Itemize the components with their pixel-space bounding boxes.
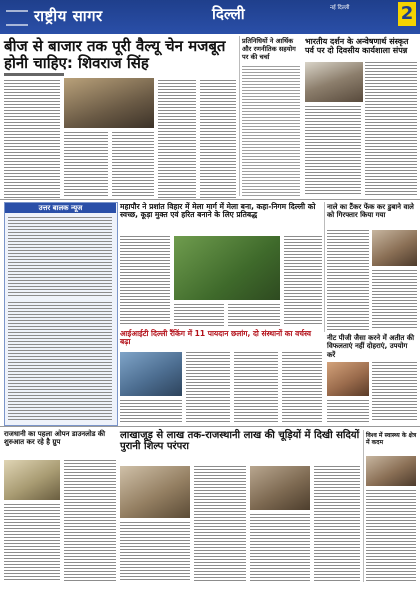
lead-body-col1 <box>4 80 60 198</box>
middle-body4 <box>284 236 322 326</box>
lead-headline: बीज से बाजार तक पूरी वैल्यू चेन मजबूत होनी चाहिए: शिवराज सिंह <box>4 37 226 72</box>
lower-left-photo <box>4 460 60 500</box>
right2-headline: नीट पीजी जैसा करने में अतीत की विफलताएं नहीं दोहराएं, उपयोग करें <box>327 334 415 359</box>
bottom-center-photo1 <box>120 466 190 518</box>
column-divider <box>239 36 240 196</box>
right-mid-photo <box>372 230 417 266</box>
lead-byline <box>4 73 64 76</box>
column-divider <box>324 202 325 332</box>
right2-body2 <box>327 400 369 422</box>
middle-body2 <box>174 304 224 326</box>
right-mid-headline: नाले का टैंकर फेंक कर डुबाने वाले को गिरफ्तार किया गया <box>327 203 414 220</box>
lead-body-col5 <box>200 80 236 198</box>
edition-line: नई दिल्ली <box>330 5 350 11</box>
center2-headline: आईआईटी दिल्ली रैंकिंग में 11 पायदान छलांग, दो संस्थानों का वर्चस्व बढ़ा <box>120 329 312 347</box>
top-right-body1 <box>305 106 361 196</box>
page-number: 2 <box>398 2 416 26</box>
center2-photo <box>120 352 182 396</box>
lower-right-photo <box>366 456 416 486</box>
top-right-photo <box>305 62 363 102</box>
lower-right-headline: विश्व में स्वास्थ्य के क्षेत्र में कदम <box>366 432 417 447</box>
lower-left-body2 <box>4 504 60 582</box>
bottom-center-photo2 <box>250 466 310 510</box>
column-divider <box>363 430 364 582</box>
side-body <box>242 66 300 196</box>
bottom-center-body3 <box>250 514 310 582</box>
lower-left-body1 <box>64 460 116 582</box>
sidebar-body1 <box>8 217 112 297</box>
middle-body3 <box>228 304 280 326</box>
newspaper-brand: राष्ट्रीय सागर <box>34 7 103 25</box>
lower-left-headline: राजधानी का पहला ओपन डाउनलोड की शुरुआत कर रहे है ग्रुप <box>4 430 106 447</box>
center2-body2 <box>234 352 278 422</box>
lead-body-col3 <box>112 132 154 198</box>
lead-photo <box>64 78 154 128</box>
lead-body-col4 <box>158 80 196 198</box>
right2-photo <box>327 362 369 396</box>
center2-body1 <box>186 352 230 422</box>
top-right-headline: भारतीय दर्शन के अन्वेषणार्थ संस्कृत पर्व पर दो दिवसीय कार्यशाला संपन्न <box>305 37 409 55</box>
middle-photo <box>174 236 280 300</box>
middle-headline: महापौर ने प्रशांत विहार में मेला मार्ग में मेला बना, कहा-निगम दिल्ली को स्वच्छ, कूड़ा मुक्त एवं हरित बनाने के लिए प्रतिबद्ध <box>120 202 316 220</box>
edition-city: दिल्ली <box>212 5 245 23</box>
lead-body-col2 <box>64 132 108 198</box>
page-footer <box>0 586 420 594</box>
side-headline: प्रतिनिधियों ने आर्थिक और रणनीतिक सहयोग पर की चर्चा <box>242 37 296 61</box>
masthead <box>0 0 420 34</box>
right-mid-body2 <box>372 270 417 330</box>
section-divider <box>0 426 420 427</box>
bottom-center-headline: लाखाजूड़ से लाख तक-राजस्थानी लाख की चूड़ियों में दिखी सदियों पुरानी शिल्प परंपरा <box>120 430 360 453</box>
middle-body1 <box>120 236 170 326</box>
right-mid-body1 <box>327 230 369 330</box>
bottom-center-body4 <box>314 466 360 582</box>
news-sidebar-title: उत्तर बालक न्यूज <box>5 203 116 213</box>
masthead-decoration <box>6 10 28 26</box>
sidebar-body2 <box>8 302 112 420</box>
section-divider <box>0 199 420 200</box>
top-right-body2 <box>365 62 417 196</box>
bottom-center-body1 <box>120 522 190 582</box>
lower-right-body <box>366 490 416 582</box>
right2-body1 <box>372 362 417 422</box>
center2-body4 <box>120 400 182 422</box>
center2-body3 <box>282 352 322 422</box>
bottom-center-body2 <box>194 466 246 582</box>
